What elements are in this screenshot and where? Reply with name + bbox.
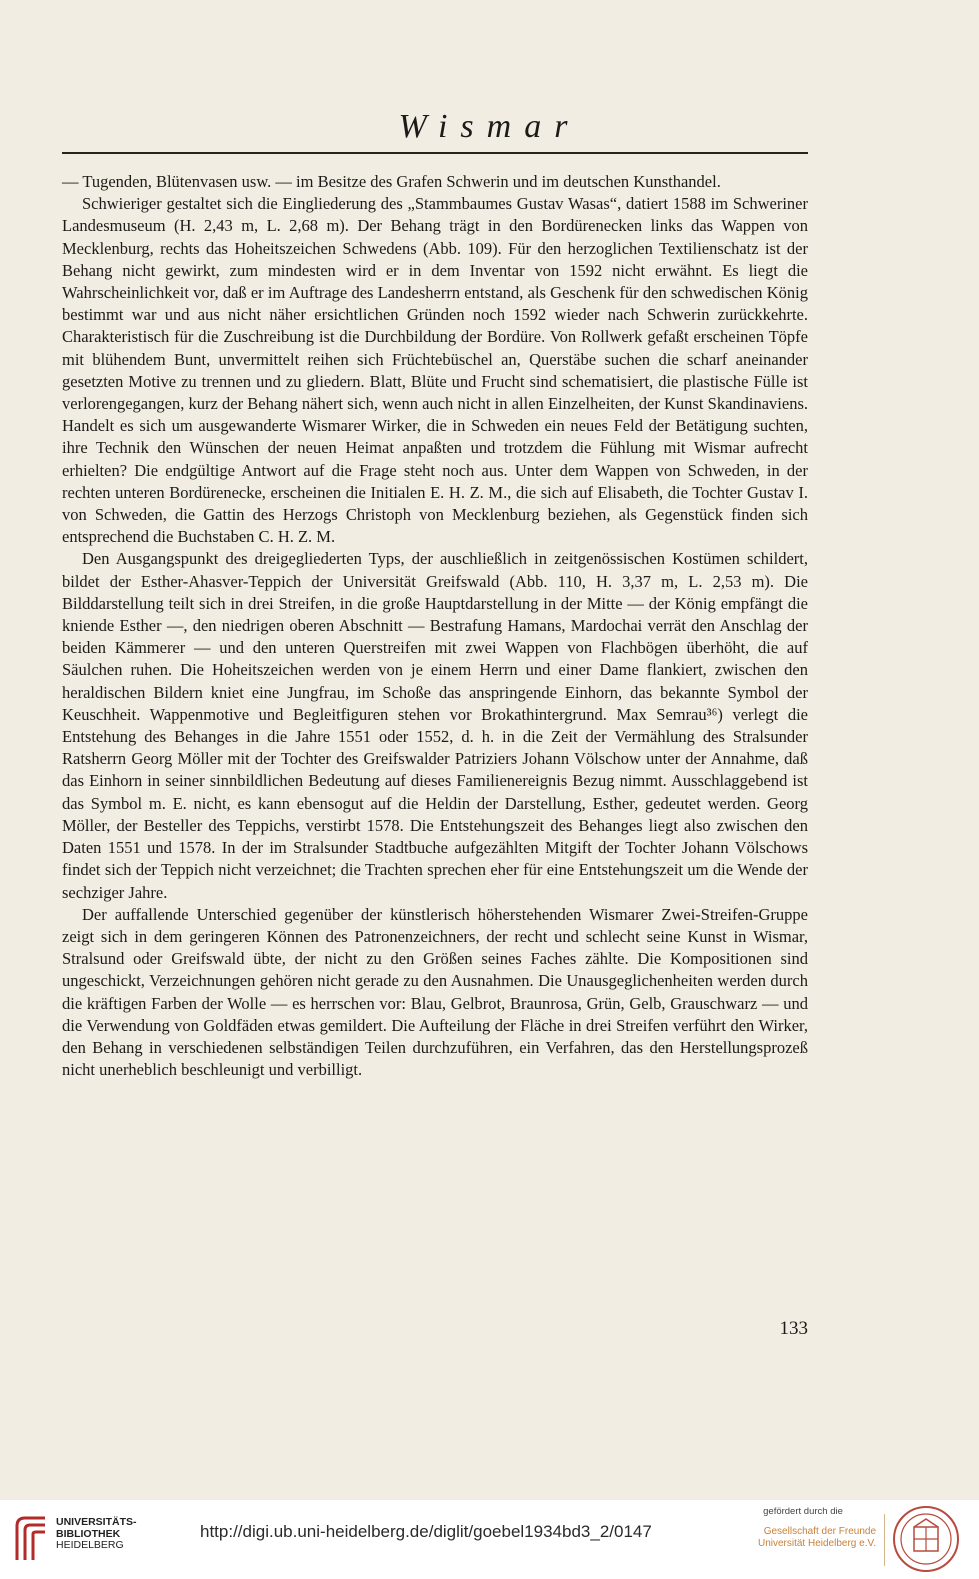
running-header-title: Wismar bbox=[398, 108, 581, 145]
permalink-url[interactable]: http://digi.ub.uni-heidelberg.de/diglit/goebel1934bd3_2/0147 bbox=[200, 1522, 652, 1541]
paragraph-1: — Tugenden, Blütenvasen usw. — im Besitze des Grafen Schwerin und im deutschen Kunsthandel. bbox=[62, 172, 721, 191]
sponsor-divider bbox=[884, 1514, 885, 1566]
paragraph-4: Der auffallende Unterschied gegenüber der künstlerisch höherstehenden Wismarer Zwei-Streifen-Gruppe zeigt sich in dem geringeren Können des Patronenzeichners, der recht und schlecht seine Kunst in Wismar, Stralsund oder Greifswald übte, der nicht zu den Größen seines Faches zählte. Die Kompositionen sind ungeschickt, Verzeichnungen gehören nicht gerade zu den Ausnahmen. Die Unausgeglichenheiten werden durch die kräftigen Farben der Wolle — es herrschen vor: Blau, Gelbrot, Braunrosa, Grün, Gelb, Grauschwarz — und die Verwendung von Goldfäden etwas gemildert. Die Aufteilung der Fläche in drei Streifen verführt den Wirker, den Behang in verschiedenen selbständigen Teilen durchzuführen, ein Verfahren, das den Herstellungsprozeß nicht unerheblich beschleunigt und verbilligt. bbox=[62, 904, 808, 1080]
sponsor-label: gefördert durch die bbox=[763, 1506, 843, 1517]
body-text bbox=[62, 171, 808, 1081]
sponsor-name: Gesellschaft der Freunde Universität Heidelberg e.V. bbox=[757, 1526, 876, 1549]
digitization-footer bbox=[0, 1500, 979, 1579]
university-seal-icon bbox=[892, 1505, 960, 1573]
paragraph-2: Schwieriger gestaltet sich die Eingliederung des „Stammbaumes Gustav Wasas“, datiert 1588 im Schweriner Landesmuseum (H. 2,43 m, L. 2,68 m). Der Behang trägt in den Bordürenecken links das Wappen von Mecklenburg, rechts das Hoheitszeichen Schwedens (Abb. 109). Für den herzoglichen Textilienschatz ist der Behang nicht gewirkt, zum mindesten wird er in dem Inventar von 1592 nicht erwähnt. Es liegt die Wahrscheinlichkeit vor, daß er im Auftrage des Landesherrn entstand, als Geschenk für den schwedischen König bestimmt war und aus nicht näher ersichtlichen Gründen noch 1592 wieder nach Schwerin zurückkehrte. Charakteristisch für die Zuschreibung ist die Durchbildung der Bordüre. Von Rollwerk gefaßt erscheinen Töpfe mit blühendem Bunt, unvermittelt reihen sich Früchtebüschel an, Querstäbe suchen die scharf aneinander gesetzten Motive zu trennen und zu gliedern. Blatt, Blüte und Frucht sind schematisiert, die plastische Fülle ist verlorengegangen, kurz der Behang nähert sich, wenn auch nicht in allen Einzelheiten, der Kunst Skandinaviens. Handelt es sich um ausgewanderte Wismarer Wirker, die in Schweden ein neues Feld der Betätigung suchten, ihre Technik den Wünschen der neuen Heimat anpaßten und trotzdem die Fühlung mit Wismar aufrecht erhielten? Die endgültige Antwort auf die Frage steht noch aus. Unter dem Wappen von Schweden, in der rechten unteren Bordürenecke, erscheinen die Initialen E. H. Z. M., die sich auf Elisabeth, die Tochter Gustav I. von Schweden, die Gattin des Herzogs Christoph von Mecklenburg beziehen, als Gegenstück finden sich entsprechend die Buchstaben C. H. Z. M. bbox=[62, 194, 808, 547]
header-rule bbox=[62, 152, 808, 154]
paragraph-3: Den Ausgangspunkt des dreigegliederten Typs, der auschließlich in zeitgenössischen Kostümen schildert, bildet der Esther-Ahasver-Teppich der Universität Greifswald (Abb. 110, H. 3,37 m, L. 2,53 m). Die Bilddarstellung teilt sich in drei Streifen, in die große Hauptdarstellung in der Mitte — der König empfängt die kniende Esther —, den niedrigen oberen Abschnitt — Bestrafung Hamans, Mardochai verrät den Anschlag der beiden Kämmerer — und den unteren Querstreifen mit zwei Wappen von Flachbögen überhöht, die auf Säulchen ruhen. Die Hoheitszeichen werden von je einem Herrn und einer Dame flankiert, zwischen den heraldischen Bildern kniet eine Jungfrau, im Schoße das anspringende Einhorn, das bekannte Symbol der Keuschheit. Wappenmotive und Begleitfiguren stehen vor Brokathintergrund. Max Semrau³⁶) verlegt die Entstehung des Behanges in die Jahre 1551 oder 1552, d. h. in die Zeit der Vermählung des Stralsunder Ratsherrn Georg Möller mit der Tochter des Greifswalder Patriziers Johann Völschow unter der Annahme, daß das Einhorn in seiner sinnbildlichen Bedeutung auf dieses Familienereignis Bezug nimmt. Ausschlaggebend ist das Symbol m. E. nicht, es kann ebensogut auf die Heldin der Darstellung, Esther, gedeutet werden. Georg Möller, der Besteller des Teppichs, verstirbt 1578. Die Entstehungszeit des Behanges liegt also zwischen den Daten 1551 und 1578. In der im Stralsunder Stadtbuche aufgezählten Mitgift der Tochter Johann Völschows findet sich der Teppich nicht verzeichnet; die Trachten sprechen eher für eine Entstehungszeit um die Wende der sechziger Jahre. bbox=[62, 549, 808, 902]
page-number: 133 bbox=[779, 1318, 808, 1339]
library-logo-icon bbox=[11, 1514, 49, 1564]
library-name: UNIVERSITÄTS- BIBLIOTHEK HEIDELBERG bbox=[56, 1516, 137, 1551]
